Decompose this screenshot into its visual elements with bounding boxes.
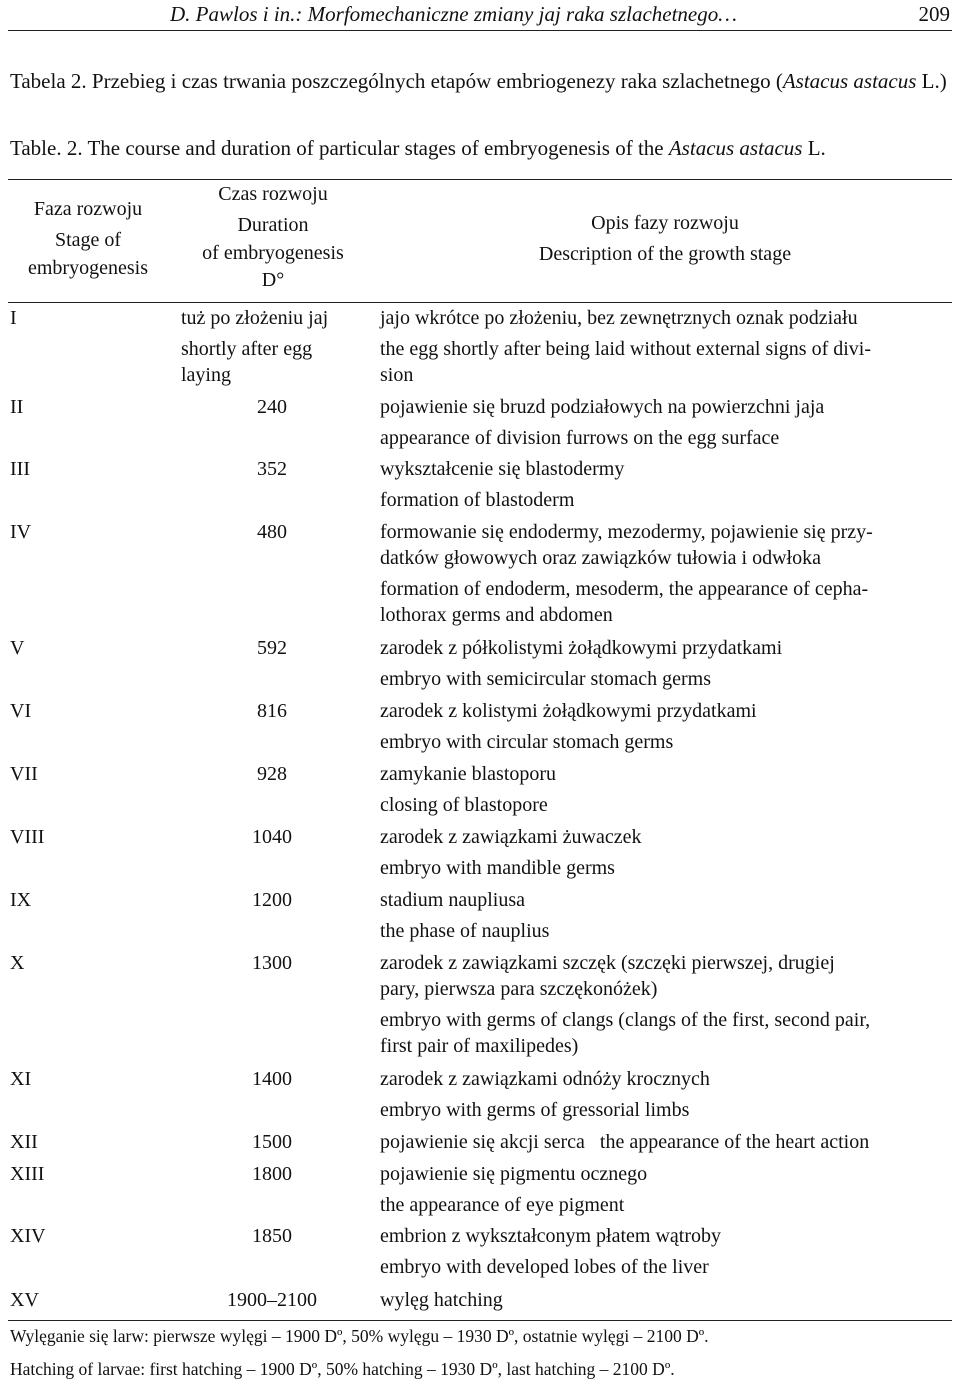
description-cell bbox=[380, 698, 950, 755]
stage-cell: IX bbox=[10, 889, 32, 911]
header-duration-line: Czas rozwoju bbox=[218, 183, 328, 205]
caption-en-prefix: Table. 2. The course and duration of particular stages of embryogenesis of the bbox=[10, 136, 669, 160]
header-duration-unit: D° bbox=[261, 269, 285, 291]
stage-cell: XI bbox=[10, 1068, 32, 1090]
description-polish: pojawienie się pigmentu ocznego bbox=[380, 1163, 648, 1185]
stage-cell: IV bbox=[10, 521, 32, 543]
description-english: embryo with mandible germs bbox=[380, 857, 615, 879]
column-header-duration bbox=[178, 179, 368, 296]
description-polish: pojawienie się akcji serca the appearance of the heart action bbox=[380, 1131, 870, 1153]
duration-cell: 1500 bbox=[252, 1131, 292, 1153]
description-polish: formowanie się endodermy, mezodermy, pojawienie się przy- datków głowowych oraz zawiązków tułowia i odwłoka bbox=[380, 521, 873, 569]
stage-cell: I bbox=[10, 307, 17, 329]
header-description-line: Opis fazy rozwoju bbox=[591, 212, 739, 234]
stage-cell: VIII bbox=[10, 826, 45, 848]
description-english: formation of blastoderm bbox=[380, 489, 575, 511]
description-polish: zarodek z zawiązkami odnóży krocznych bbox=[380, 1068, 710, 1090]
header-stage-line: Faza rozwoju bbox=[33, 198, 143, 220]
description-cell bbox=[380, 635, 950, 692]
duration-cell: 352 bbox=[257, 458, 287, 480]
description-cell bbox=[380, 519, 950, 628]
stage-cell: VI bbox=[10, 700, 32, 722]
stage-cell: X bbox=[10, 952, 25, 974]
description-polish: zarodek z zawiązkami żuwaczek bbox=[380, 826, 642, 848]
description-cell bbox=[380, 394, 950, 451]
description-polish: stadium naupliusa bbox=[380, 889, 525, 911]
caption-en-suffix: L. bbox=[802, 136, 826, 160]
description-cell bbox=[380, 1129, 950, 1155]
duration-cell: 1850 bbox=[252, 1225, 292, 1247]
description-cell bbox=[380, 1066, 950, 1123]
duration-cell: tuż po złożeniu jaj shortly after egg laying bbox=[181, 307, 329, 386]
duration-cell: 1300 bbox=[252, 952, 292, 974]
description-polish: zarodek z półkolistymi żołądkowymi przydatkami bbox=[380, 637, 783, 659]
description-english: embryo with developed lobes of the liver bbox=[380, 1256, 709, 1278]
stage-cell: XIII bbox=[10, 1163, 45, 1185]
table-caption-polish bbox=[10, 68, 955, 94]
duration-cell: 1200 bbox=[252, 889, 292, 911]
header-duration-line: Duration bbox=[237, 214, 309, 236]
description-polish: zarodek z zawiązkami szczęk (szczęki pierwszej, drugiej pary, pierwsza para szczękonóżek) bbox=[380, 952, 835, 1000]
description-cell bbox=[380, 761, 950, 818]
description-polish: wykształcenie się blastodermy bbox=[380, 458, 625, 480]
description-english: embryo with semicircular stomach germs bbox=[380, 668, 712, 690]
page-number: 209 bbox=[918, 2, 950, 26]
table-caption-english bbox=[10, 135, 955, 161]
duration-cell: 816 bbox=[257, 700, 287, 722]
description-polish: wylęg hatching bbox=[380, 1289, 503, 1311]
footnote-english: Hatching of larvae: first hatching – 1900 Dº, 50% hatching – 1930 Dº, last hatching – 2100 Dº. bbox=[10, 1359, 675, 1379]
description-cell bbox=[380, 824, 950, 881]
description-english: the appearance of eye pigment bbox=[380, 1194, 625, 1216]
description-english: formation of endoderm, mesoderm, the appearance of cepha- lothorax germs and abdomen bbox=[380, 578, 869, 626]
description-cell bbox=[380, 887, 950, 944]
caption-pl-suffix: L.) bbox=[916, 69, 947, 93]
running-head-title: D. Pawlos i in.: Morfomechaniczne zmiany jaj raka szlachetnego… bbox=[170, 2, 737, 26]
description-cell bbox=[380, 456, 950, 513]
duration-cell: 480 bbox=[257, 521, 287, 543]
column-header-description bbox=[380, 208, 950, 270]
description-cell bbox=[380, 305, 950, 388]
description-cell bbox=[380, 1223, 950, 1280]
duration-cell: 1040 bbox=[252, 826, 292, 848]
running-head bbox=[0, 0, 960, 30]
stage-cell: XV bbox=[10, 1289, 39, 1311]
stage-cell: XII bbox=[10, 1131, 38, 1153]
description-cell bbox=[380, 950, 950, 1059]
header-stage-line: Stage of bbox=[54, 229, 122, 251]
caption-en-species: Astacus astacus bbox=[668, 136, 803, 160]
stage-cell: VII bbox=[10, 763, 38, 785]
stage-cell: V bbox=[10, 637, 25, 659]
duration-cell: 592 bbox=[257, 637, 287, 659]
table-top-rule bbox=[8, 179, 952, 180]
description-polish: zamykanie blastoporu bbox=[380, 763, 557, 785]
description-english: closing of blastopore bbox=[380, 794, 548, 816]
description-english: appearance of division furrows on the egg surface bbox=[380, 427, 780, 449]
description-english: embryo with circular stomach germs bbox=[380, 731, 674, 753]
stage-cell: III bbox=[10, 458, 30, 480]
duration-cell: 1400 bbox=[252, 1068, 292, 1090]
description-english: embryo with germs of gressorial limbs bbox=[380, 1099, 690, 1121]
header-stage-line: embryogenesis bbox=[28, 257, 148, 279]
header-description-line: Description of the growth stage bbox=[538, 243, 792, 265]
description-english: embryo with germs of clangs (clangs of the first, second pair, first pair of maxilipedes) bbox=[380, 1009, 871, 1057]
duration-cell: 240 bbox=[257, 396, 287, 418]
table-header-rule bbox=[8, 302, 952, 303]
description-cell bbox=[380, 1161, 950, 1218]
header-rule bbox=[8, 30, 952, 31]
description-cell bbox=[380, 1287, 950, 1313]
description-polish: embrion z wykształconym płatem wątroby bbox=[380, 1225, 722, 1247]
duration-cell: 928 bbox=[257, 763, 287, 785]
stage-cell: II bbox=[10, 396, 24, 418]
description-english: the egg shortly after being laid without external signs of divi- sion bbox=[380, 338, 871, 386]
table-bottom-rule bbox=[8, 1320, 952, 1321]
caption-pl-species: Astacus astacus bbox=[782, 69, 917, 93]
description-polish: pojawienie się bruzd podziałowych na powierzchni jaja bbox=[380, 396, 825, 418]
description-english: the phase of nauplius bbox=[380, 920, 550, 942]
description-polish: jajo wkrótce po złożeniu, bez zewnętrznych oznak podziału bbox=[380, 307, 858, 329]
column-header-stage bbox=[8, 194, 168, 280]
description-polish: zarodek z kolistymi żołądkowymi przydatkami bbox=[380, 700, 757, 722]
duration-cell: 1900–2100 bbox=[227, 1289, 317, 1311]
caption-pl-prefix: Tabela 2. Przebieg i czas trwania poszczególnych etapów embriogenezy raka szlachetnego ( bbox=[10, 69, 783, 93]
duration-cell: 1800 bbox=[252, 1163, 292, 1185]
footnote-polish: Wylęganie się larw: pierwsze wylęgi – 1900 Dº, 50% wylęgu – 1930 Dº, ostatnie wylęgi – 2100 Dº. bbox=[10, 1326, 709, 1346]
header-duration-line: of embryogenesis bbox=[202, 242, 344, 264]
stage-cell: XIV bbox=[10, 1225, 46, 1247]
